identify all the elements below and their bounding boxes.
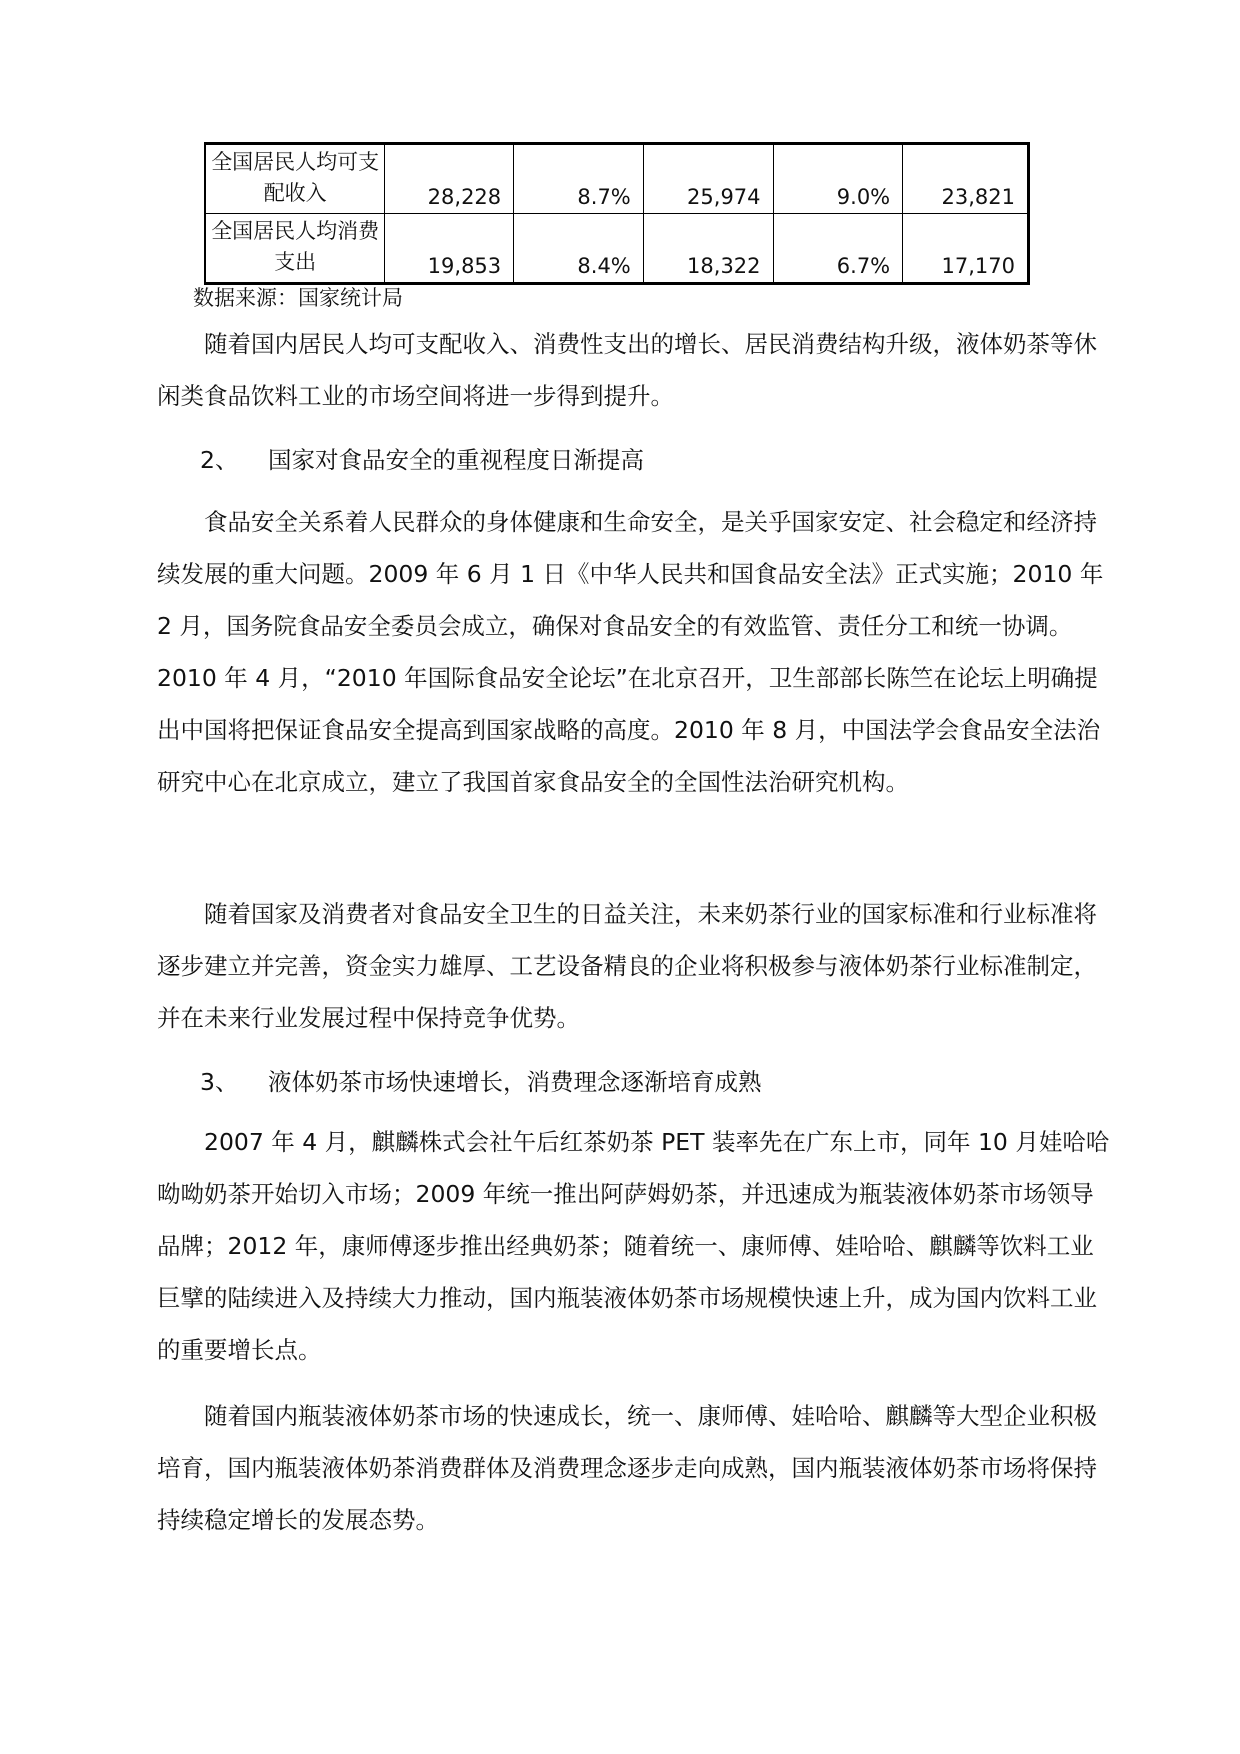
- paragraph-food-safety-law: 食品安全关系着人民群众的身体健康和生命安全，是关乎国家安定、社会稳定和经济持续发展的重大问题。2009 年 6 月 1 日《中华人民共和国食品安全法》正式实施；2010 年 2 月，国务院食品安全委员会成立，确保对食品安全的有效监管、责任分工和统一协调。2010 年 4 月，“2010 年国际食品安全论坛”在北京召开，卫生部部长陈竺在论坛上明确提出中国将把保证食品安全提高到国家战略的高度。2010 年 8 月，中国法学会食品安全法治研究中心在北京成立，建立了我国首家食品安全的全国性法治研究机构。: [157, 508, 1104, 796]
- row-label: 全国居民人均消费支出: [205, 214, 385, 284]
- table-cell: 25,974: [643, 144, 773, 214]
- paragraph-market-outlook: 随着国内瓶装液体奶茶市场的快速成长，统一、康师傅、娃哈哈、麒麟等大型企业积极培育，国内瓶装液体奶茶消费群体及消费理念逐步走向成熟，国内瓶装液体奶茶市场将保持持续稳定增长的发展态势。: [157, 1402, 1097, 1534]
- paragraph-income-growth: 随着国内居民人均可支配收入、消费性支出的增长、居民消费结构升级，液体奶茶等休闲类食品饮料工业的市场空间将进一步得到提升。: [157, 330, 1097, 410]
- table-cell: 9.0%: [773, 144, 903, 214]
- table-cell: 17,170: [903, 214, 1029, 284]
- table-cell: 6.7%: [773, 214, 903, 284]
- table-cell: 23,821: [903, 144, 1029, 214]
- heading-text: 液体奶茶市场快速增长，消费理念逐渐培育成熟: [268, 1068, 762, 1096]
- section-heading-market-growth: [200, 1056, 762, 1108]
- heading-number: 3、: [200, 1068, 239, 1096]
- table-row: [205, 144, 1029, 214]
- table-cell: 8.4%: [514, 214, 644, 284]
- paragraph-milk-tea-history: 2007 年 4 月，麒麟株式会社午后红茶奶茶 PET 装率先在广东上市，同年 10 月娃哈哈呦呦奶茶开始切入市场；2009 年统一推出阿萨姆奶茶，并迅速成为瓶装液体奶茶市场领导品牌；2012 年，康师傅逐步推出经典奶茶；随着统一、康师傅、娃哈哈、麒麟等饮料工业巨擘的陆续进入及持续大力推动，国内瓶装液体奶茶市场规模快速上升，成为国内饮料工业的重要增长点。: [157, 1128, 1110, 1364]
- data-source-note: 数据来源：国家统计局: [193, 286, 403, 310]
- heading-text: 国家对食品安全的重视程度日渐提高: [268, 446, 644, 474]
- table-cell: 28,228: [385, 144, 514, 214]
- section-heading-food-safety: [200, 434, 644, 486]
- table-cell: 19,853: [385, 214, 514, 284]
- paragraph-industry-standards: 随着国家及消费者对食品安全卫生的日益关注，未来奶茶行业的国家标准和行业标准将逐步建立并完善，资金实力雄厚、工艺设备精良的企业将积极参与液体奶茶行业标准制定，并在未来行业发展过程中保持竞争优势。: [157, 900, 1097, 1032]
- row-label: 全国居民人均可支配收入: [205, 144, 385, 214]
- table-cell: 8.7%: [514, 144, 644, 214]
- income-expenditure-table: [204, 142, 1030, 285]
- heading-number: 2、: [200, 446, 239, 474]
- table-row: [205, 214, 1029, 284]
- table-cell: 18,322: [643, 214, 773, 284]
